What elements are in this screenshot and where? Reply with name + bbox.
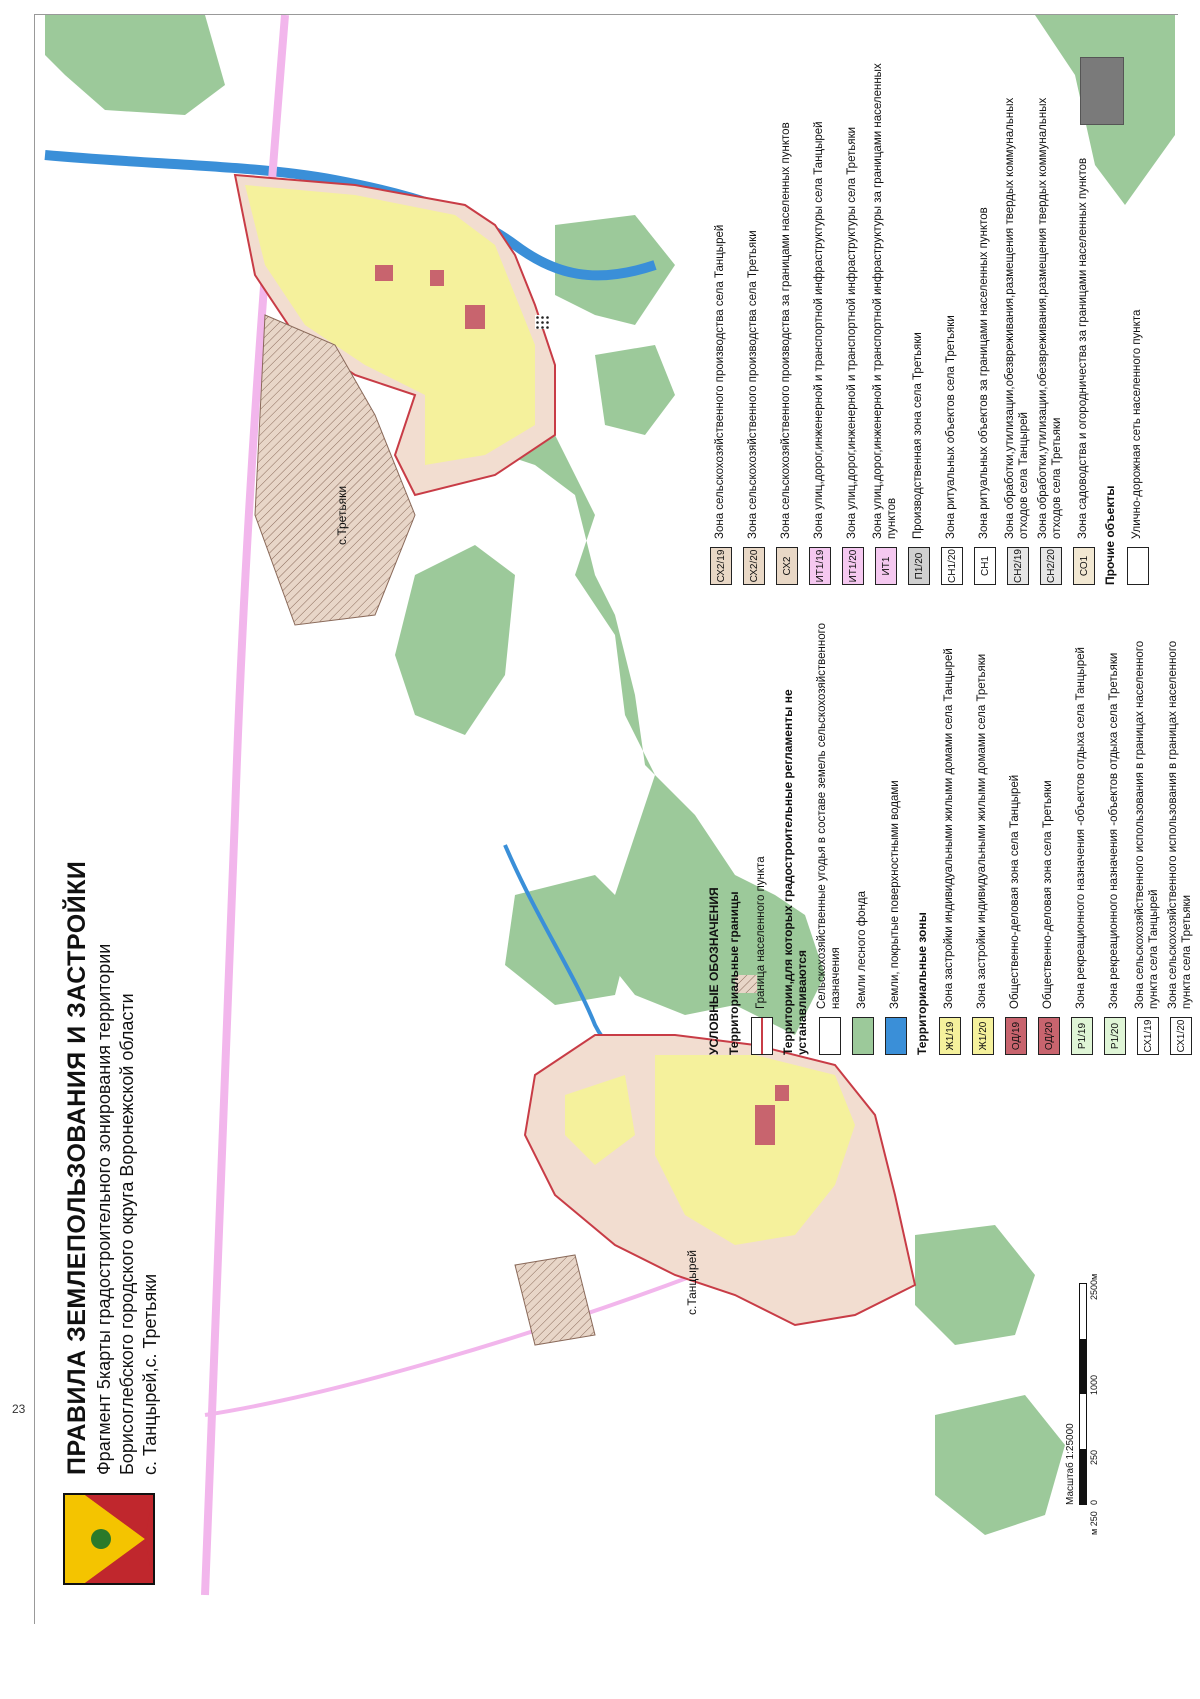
zone-label: Зона ритуальных объектов за границами населенных пунктов [978,207,991,539]
legend-item-label: Земли, покрытые поверхностными водами [889,780,902,1009]
legend-zone-item [970,55,1000,585]
zone-swatch: СХ2 [776,547,798,585]
zone-label: Зона застройки индивидуальными жилыми домами села Танцырей [943,648,956,1009]
legend-item-forest [848,615,878,1055]
legend-item-border [747,615,777,1055]
zone-label: Зона застройки индивидуальными жилыми домами села Третьяки [976,653,989,1009]
zone-swatch: СН1/20 [941,547,963,585]
zone-swatch: СХ1/19 [1137,1017,1159,1055]
legend-zone-item [1003,55,1033,585]
zone-swatch: ИТ1 [875,547,897,585]
border-swatch [751,1017,773,1055]
legend-item-label: Сельскохозяйственные угодья в составе земель сельскохозяйственного назначения [816,623,842,1009]
legend-zone-item [706,55,736,585]
map-subtitle-villages: с. Танцырей,с. Третьяки [140,1273,160,1475]
legend-section-noreg: Территории,для которых градостроительные регламенты не устанавливаются [781,689,809,1055]
legend-zones-list-2 [706,55,1099,585]
legend-zone-item [1067,615,1097,1055]
map-subtitle-region: Борисоглебского городского округа Воронежской области [117,993,137,1475]
zone-swatch: СН2/20 [1040,547,1062,585]
legend-column-1 [703,615,1199,1055]
page-number: 23 [12,1402,26,1416]
legend-zone-item [1036,55,1066,585]
legend-zone-item [871,55,901,585]
zone-swatch: СН1 [974,547,996,585]
place-label-tantsyrey: с.Танцырей [685,1250,699,1315]
legend-zone-item [904,55,934,585]
zone-label: Зона садоводства и огородничества за границами населенных пунктов [1077,157,1090,539]
map-legend [703,55,1193,1055]
legend-zone-item [739,55,769,585]
forest-swatch [852,1017,874,1055]
zone-swatch: СН2/19 [1007,547,1029,585]
legend-zone-item [805,55,835,585]
legend-zone-item [937,55,967,585]
zone-swatch: Р1/19 [1071,1017,1093,1055]
zone-swatch: ИТ1/20 [842,547,864,585]
legend-zone-item [1166,615,1196,1055]
water-swatch [885,1017,907,1055]
zone-label: Зона улиц,дорог,инженерной и транспортной инфраструктуры села Танцырей [813,121,826,539]
zone-label: Зона сельскохозяйственного использования в границах населенного пункта села Третьяки [1167,640,1193,1009]
legend-heading: УСЛОВНЫЕ ОБОЗНАЧЕНИЯ [707,887,721,1055]
legend-zone-item [838,55,868,585]
legend-item-label: Граница населенного пункта [755,856,768,1009]
zone-label: Общественно-деловая зона села Танцырей [1009,774,1022,1009]
scale-tick: 1000 [1089,1374,1099,1395]
scale-bar [1065,1273,1099,1535]
scale-tick: 0 [1089,1499,1099,1505]
zone-swatch: СХ2/20 [743,547,765,585]
legend-section-zones: Территориальные зоны [915,912,929,1055]
zone-label: Зона улиц,дорог,инженерной и транспортной инфраструктуры села Третьяки [846,126,859,539]
zone-label: Зона рекреационного назначения -объектов отдыха села Танцырей [1075,647,1088,1009]
legend-item-label: Улично-дорожная сеть населенного пункта [1131,309,1144,539]
zone-label: Зона рекреационного назначения -объектов отдыха села Третьяки [1108,652,1121,1009]
zone-swatch: СО1 [1073,547,1095,585]
legend-item-streets [1123,55,1153,585]
scale-bar-graphic [1079,1283,1087,1505]
place-label-tretyaki: с.Третьяки [335,485,349,545]
zone-label: Зона сельскохозяйственного производства села Третьяки [747,230,760,539]
zone-label: Зона обработки,утилизации,обезвреживания,размещения твердых коммунальных отходов села Третьяки [1037,97,1063,539]
scale-tick: 2500м [1089,1273,1099,1300]
zone-swatch: ИТ1/19 [809,547,831,585]
legend-zone-item [1034,615,1064,1055]
legend-section-borders: Территориальные границы [727,891,741,1055]
zone-label: Зона обработки,утилизации,обезвреживания,размещения твердых коммунальных отходов села Танцырей [1004,97,1030,539]
agri-land-swatch [819,1017,841,1055]
legend-zone-item [1100,615,1130,1055]
title-block [63,575,161,1475]
zone-label: Зона сельскохозяйственного производства села Танцырей [714,224,727,539]
zone-swatch: СХ1/20 [1170,1017,1192,1055]
zone-swatch: СХ2/19 [710,547,732,585]
legend-zone-item [1069,55,1099,585]
zone-label: Производственная зона села Третьяки [912,332,925,539]
legend-zone-item [935,615,965,1055]
zone-label: Зона ритуальных объектов села Третьяки [945,315,958,539]
zone-label: Зона сельскохозяйственного производства за границами населенных пунктов [780,122,793,539]
map-title: ПРАВИЛА ЗЕМЛЕПОЛЬЗОВАНИЯ И ЗАСТРОЙКИ [63,860,91,1475]
zone-label: Общественно-деловая зона села Третьяки [1042,780,1055,1009]
zone-label: Зона улиц,дорог,инженерной и транспортной инфраструктуры за границами населенных пунктов [872,63,898,539]
legend-zones-list-1 [935,615,1196,1055]
scale-unit: м 250 [1089,1511,1099,1535]
zone-swatch: ОД/20 [1038,1017,1060,1055]
legend-item-water [881,615,911,1055]
zone-label: Зона сельскохозяйственного использования в границах населенного пункта села Танцырей [1134,640,1160,1009]
zone-swatch: П1/20 [908,547,930,585]
legend-zone-item [1001,615,1031,1055]
legend-section-other: Прочие объекты [1103,485,1117,585]
map-subtitle: Фрагмент 5карты градостроительного зонирования территории [94,943,114,1475]
legend-zone-item [772,55,802,585]
scale-tick: 250 [1089,1449,1099,1465]
stamp-icon [1080,57,1124,125]
legend-column-2 [703,55,1156,585]
legend-item-agri-land [815,615,845,1055]
map-sheet [34,14,1193,1624]
zone-swatch: Ж1/19 [939,1017,961,1055]
streets-swatch [1127,547,1149,585]
emblem-icon [63,1493,155,1585]
zone-swatch: Ж1/20 [972,1017,994,1055]
legend-zone-item [1133,615,1163,1055]
scale-label: Масштаб 1:25000 [1065,1423,1076,1505]
legend-item-label: Земли лесного фонда [856,890,869,1009]
legend-zone-item [968,615,998,1055]
zone-swatch: ОД/19 [1005,1017,1027,1055]
zone-swatch: Р1/20 [1104,1017,1126,1055]
rotated-layer [35,15,1193,1625]
